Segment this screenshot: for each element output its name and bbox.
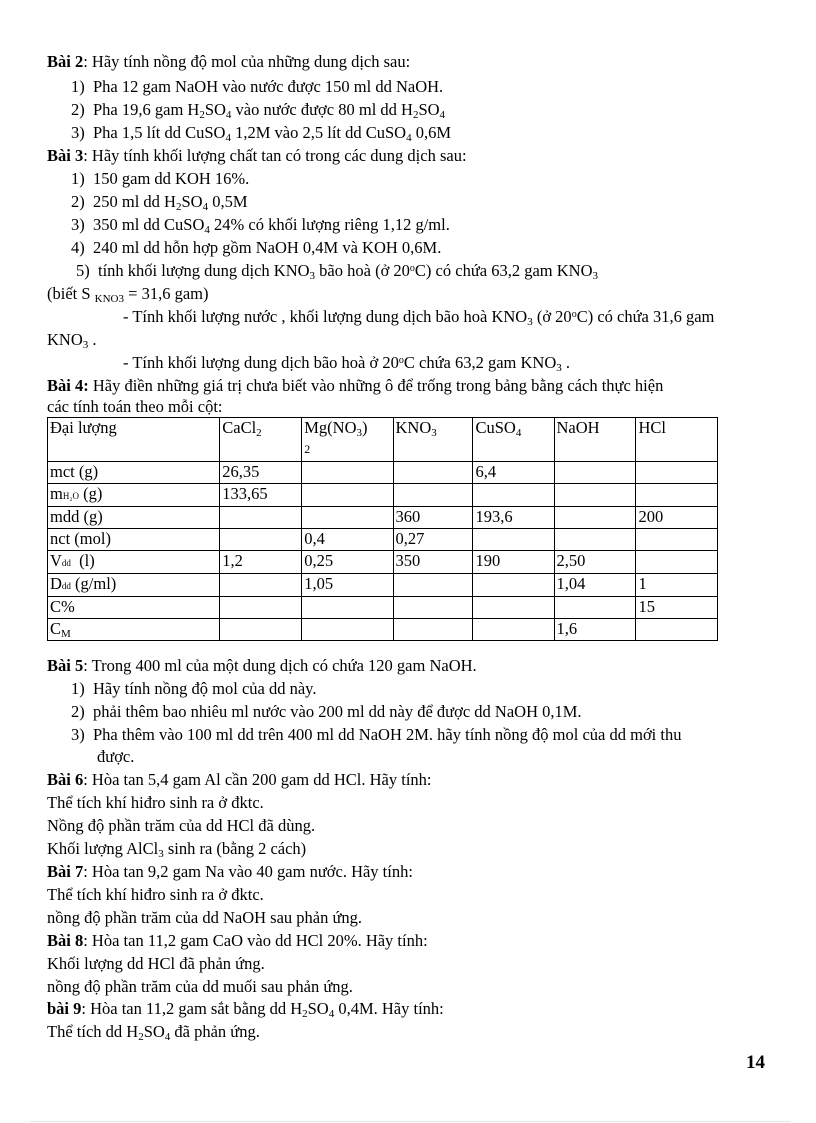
row-label: mH₂O (g)	[48, 484, 220, 507]
table-cell: 0,25	[302, 551, 393, 574]
table-cell	[554, 484, 636, 507]
table-cell	[473, 597, 554, 619]
header-cell: CaCl$_2$	[220, 418, 302, 462]
bai2-item-2: 2) Pha 19,6 gam $H_2SO_4$ vào nước được 80 ml dd $H_2SO_4$	[71, 100, 446, 121]
table-row	[48, 462, 718, 484]
table-cell: 1,6	[554, 619, 636, 641]
table-cell	[554, 529, 636, 551]
table-cell	[554, 507, 636, 529]
table-cell: 15	[636, 597, 718, 619]
table-cell	[636, 529, 718, 551]
table-row	[48, 551, 718, 574]
table-cell	[220, 529, 302, 551]
table-cell	[636, 484, 718, 507]
bai3-dash-2: - Tính khối lượng dung dịch bão hoà ở 20$^o$C chứa 63,2 gam $KNO_3$ .	[123, 353, 570, 374]
bai6-line-2: Nồng độ phần trăm của dd HCl đã dùng.	[47, 816, 316, 835]
bai2-item-1: 1) Pha 12 gam NaOH vào nước được 150 ml dd NaOH.	[71, 77, 444, 96]
bai3-heading: Bài 3: Hãy tính khối lượng chất tan có trong các dung dịch sau:	[47, 146, 467, 165]
table-cell: 26,35	[220, 462, 302, 484]
row-label: nct (mol)	[48, 529, 220, 551]
table-cell	[473, 529, 554, 551]
bai5-item-2: 2) phải thêm bao nhiêu ml nước vào 200 ml dd này để được dd NaOH 0,1M.	[71, 702, 582, 721]
row-label: C%	[48, 597, 220, 619]
table-cell	[636, 462, 718, 484]
table-cell: 133,65	[220, 484, 302, 507]
table-cell: 1	[636, 574, 718, 597]
header-cell: $Mg(NO_3)$ 2	[302, 418, 393, 462]
page-number: 14	[746, 1052, 765, 1073]
table-cell	[302, 597, 393, 619]
bai3-item-3: 3) 350 ml dd CuSO$_4$ 24% có khối lượng riêng 1,12 g/ml.	[71, 215, 450, 236]
bai3-item-4: 4) 240 ml dd hỗn hợp gồm NaOH 0,4M và KOH 0,6M.	[71, 238, 442, 257]
bai9-line-1: Thể tích dd $H_2SO_4$ đã phản ứng.	[47, 1022, 260, 1043]
bai2-heading: Bài 2: Hãy tính nồng độ mol của những dung dịch sau:	[47, 52, 411, 71]
bai4-heading: Bài 4: Hãy điền những giá trị chưa biết vào những ô để trống trong bảng bằng cách thực hiện	[47, 376, 664, 395]
header-cell: Đại lượng	[48, 418, 220, 462]
table-cell: 350	[393, 551, 473, 574]
table-cell	[473, 574, 554, 597]
bai5-item-3: 3) Pha thêm vào 100 ml dd trên 400 ml dd NaOH 2M. hãy tính nồng độ mol của dd mới thu	[71, 725, 682, 744]
table-cell	[393, 484, 473, 507]
table-row	[48, 574, 718, 597]
row-label: Ddd (g/ml)	[48, 574, 220, 597]
table-cell	[302, 619, 393, 641]
bai8-heading: Bài 8: Hòa tan 11,2 gam CaO vào dd HCl 20%. Hãy tính:	[47, 931, 428, 950]
bai3-item-5: 5) tính khối lượng dung dịch $KNO_3$ bão hoà (ở 20$^o$C) có chứa 63,2 gam $KNO_3$	[76, 261, 598, 282]
table-cell: 360	[393, 507, 473, 529]
table-cell	[393, 462, 473, 484]
bai3-dash-1-cont: $KNO_3$ .	[47, 330, 97, 351]
table-cell	[473, 484, 554, 507]
table-cell	[302, 462, 393, 484]
row-label: $C_M$	[48, 619, 220, 641]
bai6-heading: Bài 6: Hòa tan 5,4 gam Al cần 200 gam dd HCl. Hãy tính:	[47, 770, 432, 789]
header-cell: $KNO_3$	[393, 418, 473, 462]
table-cell: 2,50	[554, 551, 636, 574]
table-cell: 200	[636, 507, 718, 529]
table-cell: 0,4	[302, 529, 393, 551]
bai5-item-3-cont: được.	[97, 747, 135, 766]
bai3-item-1: 1) 150 gam dd KOH 16%.	[71, 169, 250, 188]
bai5-item-1: 1) Hãy tính nồng độ mol của dd này.	[71, 679, 317, 698]
row-label: Vdd (l)	[48, 551, 220, 574]
bai3-item-2: 2) 250 ml dd $H_2SO_4$ 0,5M	[71, 192, 248, 213]
bai3-dash-1: - Tính khối lượng nước , khối lượng dung dịch bão hoà $KNO_3$ (ở 20$^o$C) có chứa 31,6 gam	[123, 307, 715, 328]
table-cell: 1,04	[554, 574, 636, 597]
table-cell	[636, 619, 718, 641]
table-cell	[220, 574, 302, 597]
table-cell	[393, 574, 473, 597]
table-row	[48, 484, 718, 507]
table-cell	[636, 551, 718, 574]
table-cell	[473, 619, 554, 641]
bai2-item-3: 3) Pha 1,5 lít dd CuSO$_4$ 1,2M vào 2,5 lít dd CuSO$_4$ 0,6M	[71, 123, 452, 144]
bai6-line-3: Khối lượng AlCl$_3$ sinh ra (bằng 2 cách)	[47, 839, 307, 860]
header-cell: HCl	[636, 418, 718, 462]
bai6-line-1: Thể tích khí hiđro sinh ra ở đktc.	[47, 793, 264, 812]
table-cell	[554, 597, 636, 619]
header-cell: NaOH	[554, 418, 636, 462]
table-cell	[393, 597, 473, 619]
bai8-line-2: nồng độ phần trăm của dd muối sau phản ứng.	[47, 977, 353, 996]
table-cell: 193,6	[473, 507, 554, 529]
bai7-heading: Bài 7: Hòa tan 9,2 gam Na vào 40 gam nước. Hãy tính:	[47, 862, 413, 881]
table-cell: 6,4	[473, 462, 554, 484]
table-cell	[302, 484, 393, 507]
bai8-line-1: Khối lượng dd HCl đã phản ứng.	[47, 954, 265, 973]
bai7-line-2: nồng độ phần trăm của dd NaOH sau phản ứng.	[47, 908, 363, 927]
table-row	[48, 619, 718, 641]
table-header-row	[48, 418, 718, 462]
table-row	[48, 597, 718, 619]
table-cell	[220, 507, 302, 529]
bai3-solubility-note: (biết S $_{KNO3}$ = 31,6 gam)	[47, 284, 209, 305]
table-cell	[302, 507, 393, 529]
table-cell: 1,2	[220, 551, 302, 574]
table-cell: 1,05	[302, 574, 393, 597]
bai7-line-1: Thể tích khí hiđro sinh ra ở đktc.	[47, 885, 264, 904]
page-divider	[30, 1121, 790, 1122]
table-cell: 0,27	[393, 529, 473, 551]
data-table	[47, 417, 718, 641]
bai9-heading: bài 9: Hòa tan 11,2 gam sắt bằng dd $H_2SO_4$ 0,4M. Hãy tính:	[47, 999, 444, 1020]
table-cell	[393, 619, 473, 641]
table-cell	[554, 462, 636, 484]
table-cell: 190	[473, 551, 554, 574]
bai4-heading-cont: các tính toán theo mỗi cột:	[47, 397, 223, 416]
table-row	[48, 507, 718, 529]
table-cell	[220, 619, 302, 641]
row-label: mdd (g)	[48, 507, 220, 529]
table-row	[48, 529, 718, 551]
header-cell: CuSO$_4$	[473, 418, 554, 462]
row-label: mct (g)	[48, 462, 220, 484]
bai5-heading: Bài 5: Trong 400 ml của một dung dịch có chứa 120 gam NaOH.	[47, 656, 477, 675]
table-cell	[220, 597, 302, 619]
